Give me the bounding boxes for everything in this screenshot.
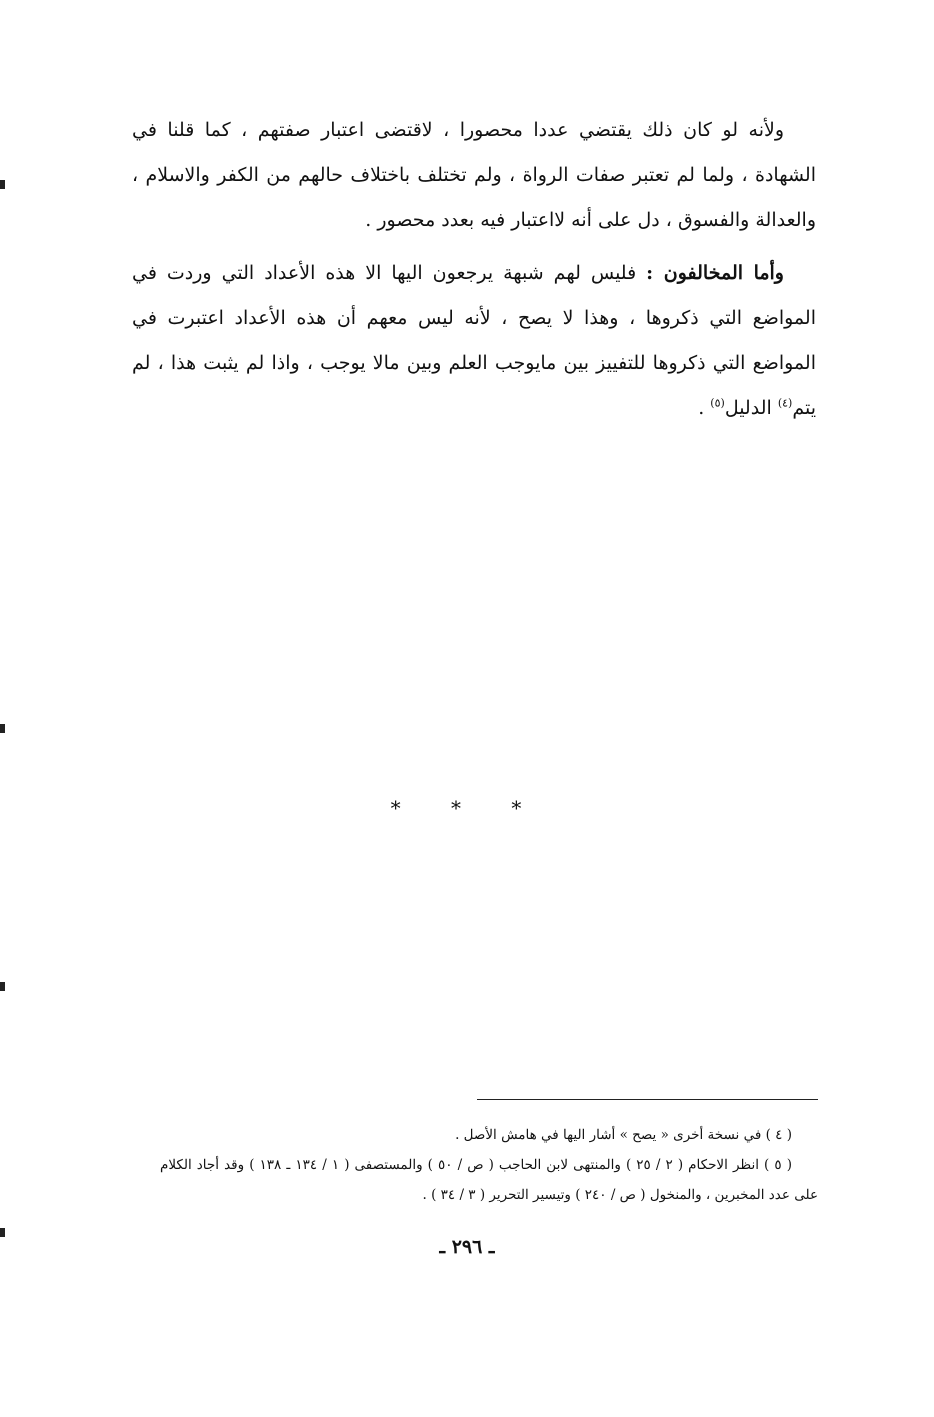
paragraph-2-text-end: .	[698, 397, 711, 419]
scan-edge-mark	[0, 982, 5, 991]
paragraph-2	[132, 251, 816, 431]
footnotes	[160, 1120, 818, 1210]
paragraph-1-text: ولأنه لو كان ذلك يقتضي عددا محصورا ، لاقتضى اعتبار صفتهم ، كما قلنا في الشهادة ، ولما لم تعتبر صفات الرواة ، ولم تختلف باختلاف حالهم من الكفر والاسلام ، والعدالة والفسوق ، دل على أنه لااعتبار فيه بعدد محصور .	[132, 119, 816, 231]
scan-edge-mark	[0, 180, 5, 189]
scan-edge-mark	[0, 724, 5, 733]
footnote-5: ( ٥ ) انظر الاحكام ( ٢ / ٢٥ ) والمنتهى لابن الحاجب ( ص / ٥٠ ) والمستصفى ( ١ / ١٣٤ ـ ١٣٨ ) وقد أجاد الكلام على عدد المخبرين ، والمنخول ( ص / ٢٤٠ ) وتيسير التحرير ( ٣ / ٣٤ ) .	[160, 1157, 818, 1203]
page-number: ـ ٢٩٦ ـ	[439, 1236, 495, 1258]
footnote-4: ( ٤ ) في نسخة أخرى « يصح » أشار اليها في هامش الأصل .	[455, 1127, 792, 1143]
section-ornament: * * *	[390, 796, 544, 820]
paragraph-2-lead: وأما المخالفون :	[646, 262, 784, 284]
main-text	[132, 108, 816, 431]
paragraph-2-text-continued: الدليل	[724, 397, 778, 419]
paragraph-2-text: فليس لهم شبهة يرجعون اليها الا هذه الأعداد التي وردت في المواضع التي ذكروها ، وهذا لا يصح ، لأنه ليس معهم أن هذه الأعداد اعتبرت في المواضع التي ذكروها للتفييز بين مايوجب العلم وبين مالا يوجب ، واذا لم يثبت هذا ، لم يتم	[132, 262, 816, 419]
scan-edge-mark	[0, 1228, 5, 1237]
footnote-marker-4: (٤)	[777, 396, 793, 410]
footnote-divider	[477, 1099, 818, 1100]
paragraph-1	[132, 108, 816, 243]
footnote-marker-5: (٥)	[710, 396, 725, 410]
